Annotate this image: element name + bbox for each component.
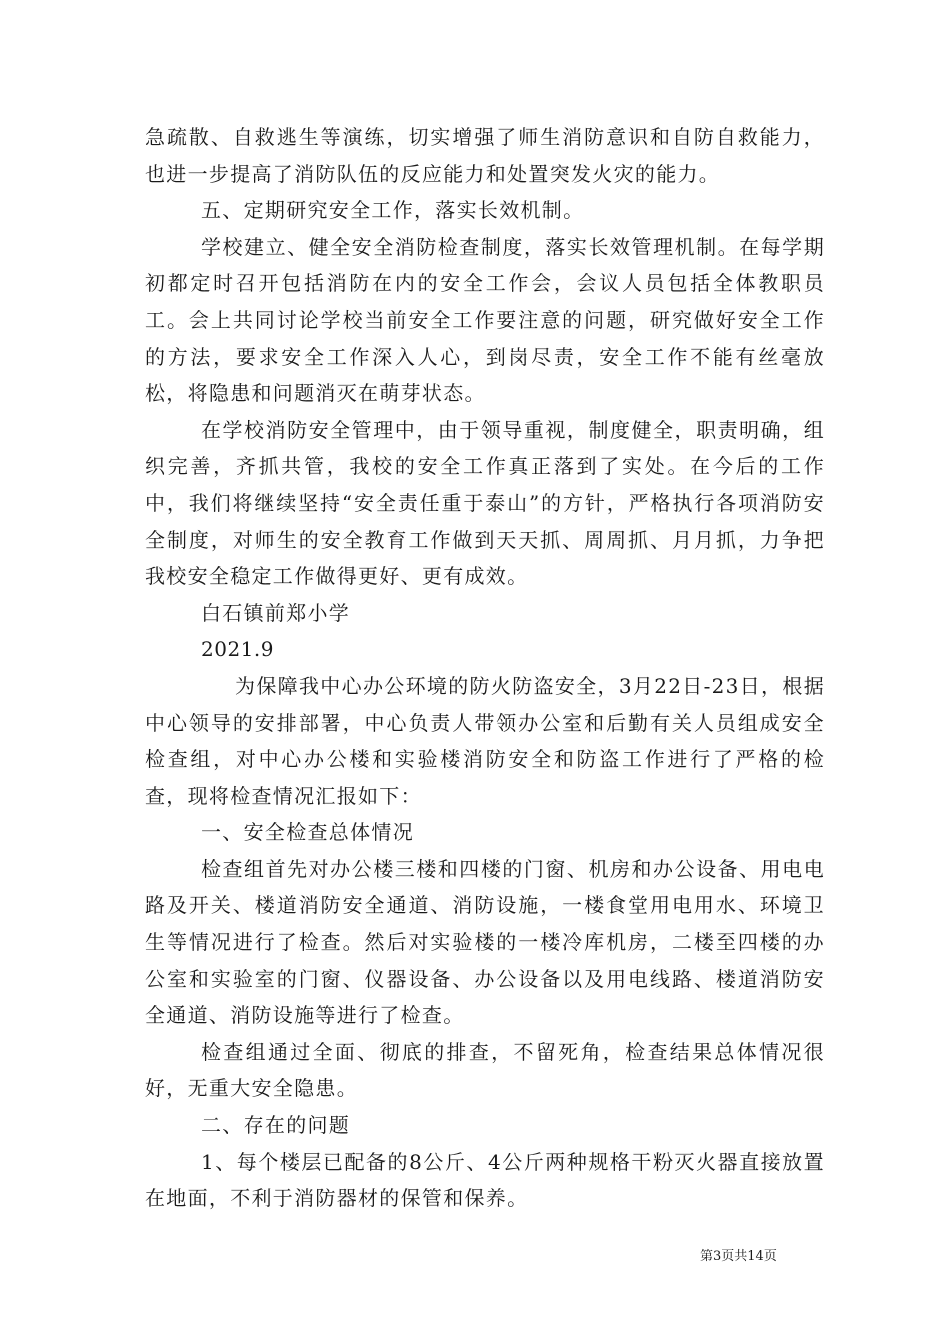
paragraph-safety-system: 学校建立、健全安全消防检查制度，落实长效管理机制。在每学期初都定时召开包括消防在内的安全工作会，会议人员包括全体教职员工。会上共同讨论学校当前安全工作要注意的问题，研究做好安全工作的方法，要求安全工作深入人心，到岗尽责，安全工作不能有丝毫放松，将隐患和问题消灭在萌芽状态。: [145, 234, 825, 406]
signature-date: 2021.9: [201, 637, 274, 662]
section-heading-one: 一、安全检查总体情况: [201, 820, 414, 845]
paragraph-problem-one: 1、每个楼层已配备的8公斤、4公斤两种规格干粉灭火器直接放置在地面，不利于消防器材的保管和保养。: [145, 1149, 825, 1211]
section-heading-two: 二、存在的问题: [201, 1113, 351, 1138]
paragraph-fire-drill-conclusion: 急疏散、自救逃生等演练，切实增强了师生消防意识和自防自救能力，也进一步提高了消防队伍的反应能力和处置突发火灾的能力。: [145, 125, 825, 186]
school-signature: 白石镇前郑小学: [201, 600, 351, 625]
page-number-footer: 第3页共14页: [700, 1249, 777, 1264]
paragraph-inspection-intro: 为保障我中心办公环境的防火防盗安全，3月22日-23日，根据中心领导的安排部署，中心负责人带领办公室和后勤有关人员组成安全检查组，对中心办公楼和实验楼消防安全和防盗工作进行了严格的检查，现将检查情况汇报如下：: [145, 673, 825, 808]
paragraph-summary: 在学校消防安全管理中，由于领导重视，制度健全，职责明确，组织完善，齐抓共管，我校的安全工作真正落到了实处。在今后的工作中，我们将继续坚持“安全责任重于泰山”的方针，严格执行各项消防安全制度，对师生的安全教育工作做到天天抓、周周抓、月月抓，力争把我校安全稳定工作做得更好、更有成效。: [145, 417, 825, 589]
paragraph-inspection-scope: 检查组首先对办公楼三楼和四楼的门窗、机房和办公设备、用电电路及开关、楼道消防安全通道、消防设施，一楼食堂用电用水、环境卫生等情况进行了检查。然后对实验楼的一楼冷库机房，二楼至四楼的办公室和实验室的门窗、仪器设备、办公设备以及用电线路、楼道消防安全通道、消防设施等进行了检查。: [145, 856, 825, 1028]
body-text: [145, 119, 825, 1217]
section-heading-five: 五、定期研究安全工作，落实长效机制。: [201, 198, 585, 223]
paragraph-inspection-result: 检查组通过全面、彻底的排查，不留死角，检查结果总体情况很好，无重大安全隐患。: [145, 1039, 825, 1101]
